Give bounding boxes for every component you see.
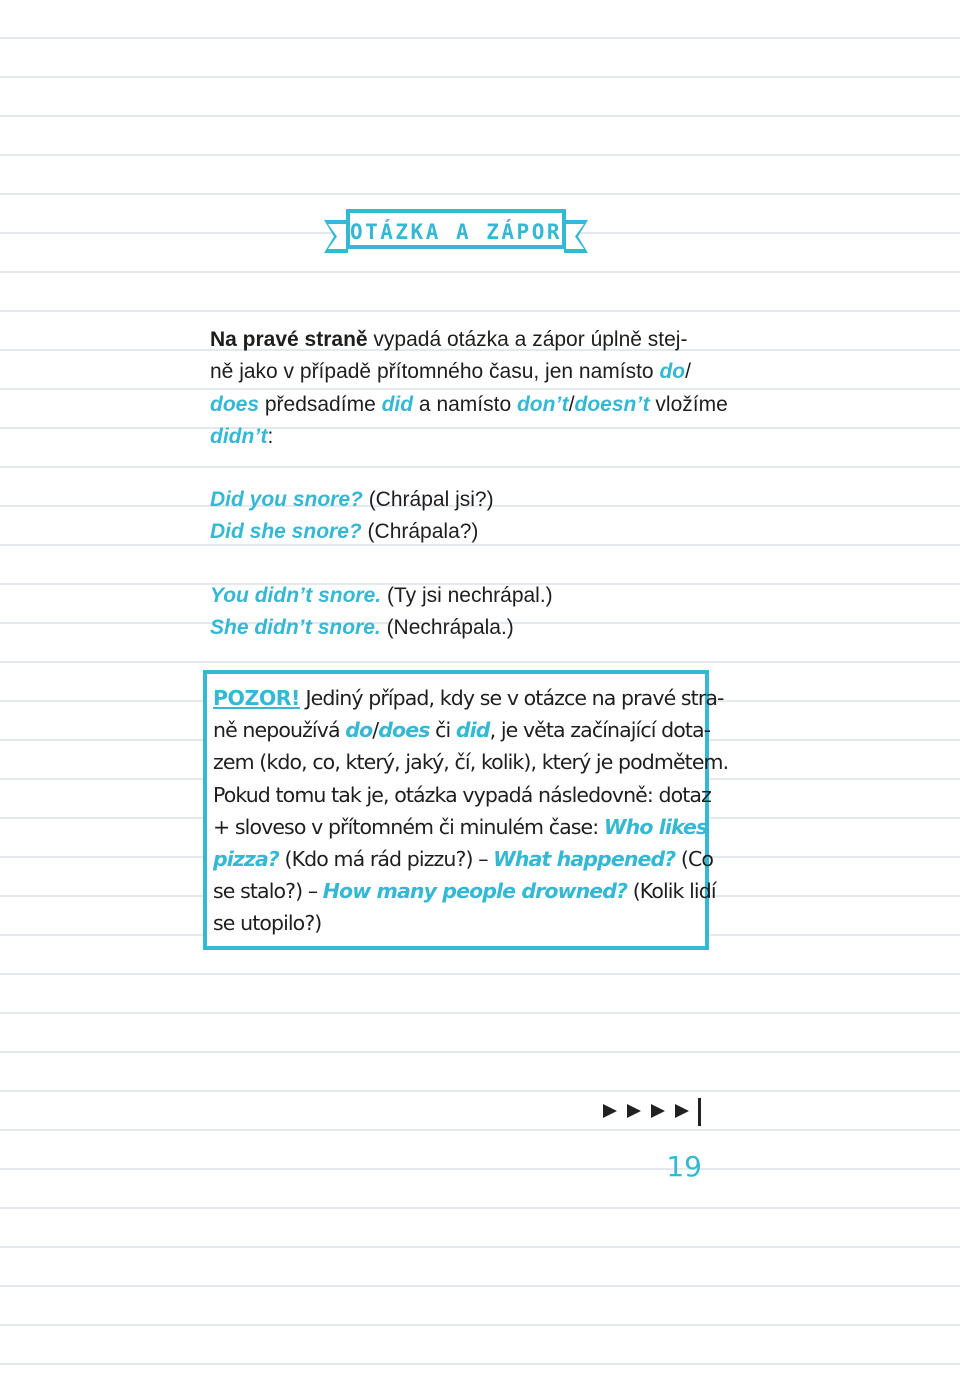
intro-text: / — [568, 392, 575, 416]
warning-line: (Kolik lidí — [627, 879, 716, 904]
intro-text: vložíme — [649, 392, 728, 416]
example-english: You didn’t snore. — [210, 584, 382, 607]
warning-line: Pokud tomu tak je, otázka vypadá následovně: dotaz — [213, 782, 711, 807]
example-english: Who likes — [603, 814, 708, 839]
example-line — [210, 484, 720, 516]
warning-line: se utopilo?) — [213, 911, 322, 936]
intro-bold-lead: Na pravé straně — [210, 328, 368, 351]
example-english: Did she snore? — [210, 520, 362, 544]
warning-line: se stalo?) – — [213, 879, 323, 904]
example-line — [210, 612, 720, 644]
arrow-right-icon — [651, 1104, 665, 1118]
example-czech: (Ty jsi nechrápal.) — [381, 584, 553, 607]
question-examples — [210, 484, 720, 549]
negative-examples — [210, 580, 720, 645]
arrow-right-icon — [603, 1104, 617, 1118]
keyword-did: did — [381, 392, 414, 416]
section-banner — [322, 206, 590, 258]
warning-line: ně nepoužívá — [213, 718, 346, 743]
keyword-does: does — [210, 392, 260, 416]
keyword-didnt: didn’t — [210, 425, 268, 449]
intro-paragraph — [210, 324, 728, 454]
example-line — [210, 580, 720, 612]
warning-line: či — [429, 718, 456, 743]
warning-line: / — [372, 718, 379, 743]
keyword-dont: don’t — [516, 392, 569, 416]
warning-line: Jediný případ, kdy se v otázce na pravé stra- — [299, 686, 724, 710]
warning-label: POZOR! — [213, 686, 300, 710]
page-number: 19 — [666, 1150, 702, 1183]
warning-text — [213, 682, 729, 940]
example-english: pizza? — [213, 847, 279, 872]
example-czech: (Nechrápala.) — [380, 616, 514, 640]
warning-line: + sloveso v přítomném či minulém čase: — [213, 814, 604, 839]
keyword-doesnt: doesn’t — [574, 392, 650, 416]
keyword-does: does — [378, 718, 430, 743]
intro-text: předsadíme — [259, 392, 382, 416]
example-english: Did you snore? — [210, 488, 363, 511]
arrow-right-icon — [627, 1104, 641, 1118]
example-english: What happened? — [493, 847, 676, 872]
warning-line: (Co — [675, 847, 714, 872]
keyword-do: do — [659, 360, 686, 384]
warning-line: (Kdo má rád pizzu?) – — [278, 847, 494, 872]
intro-text: vypadá otázka a zápor úplně stej- — [367, 328, 688, 351]
section-title: OTÁZKA A ZÁPOR — [349, 220, 562, 244]
keyword-did: did — [455, 718, 490, 743]
warning-line: , je věta začínající dota- — [489, 718, 711, 743]
intro-text: / — [685, 360, 691, 384]
example-line — [210, 516, 720, 548]
example-czech: (Chrápal jsi?) — [362, 488, 494, 511]
example-czech: (Chrápala?) — [361, 520, 479, 544]
intro-text: ně jako v případě přítomného času, jen namísto — [210, 360, 660, 384]
example-english: How many people drowned? — [322, 879, 628, 904]
intro-text: : — [267, 425, 274, 449]
intro-text: a namísto — [413, 392, 517, 416]
divider-bar — [698, 1098, 701, 1126]
keyword-do: do — [345, 718, 373, 743]
warning-line: zem (kdo, co, který, jaký, čí, kolik), který je podmětem. — [213, 750, 729, 775]
arrow-right-icon — [675, 1104, 689, 1118]
warning-box — [203, 670, 729, 950]
example-english: She didn’t snore. — [210, 616, 381, 640]
